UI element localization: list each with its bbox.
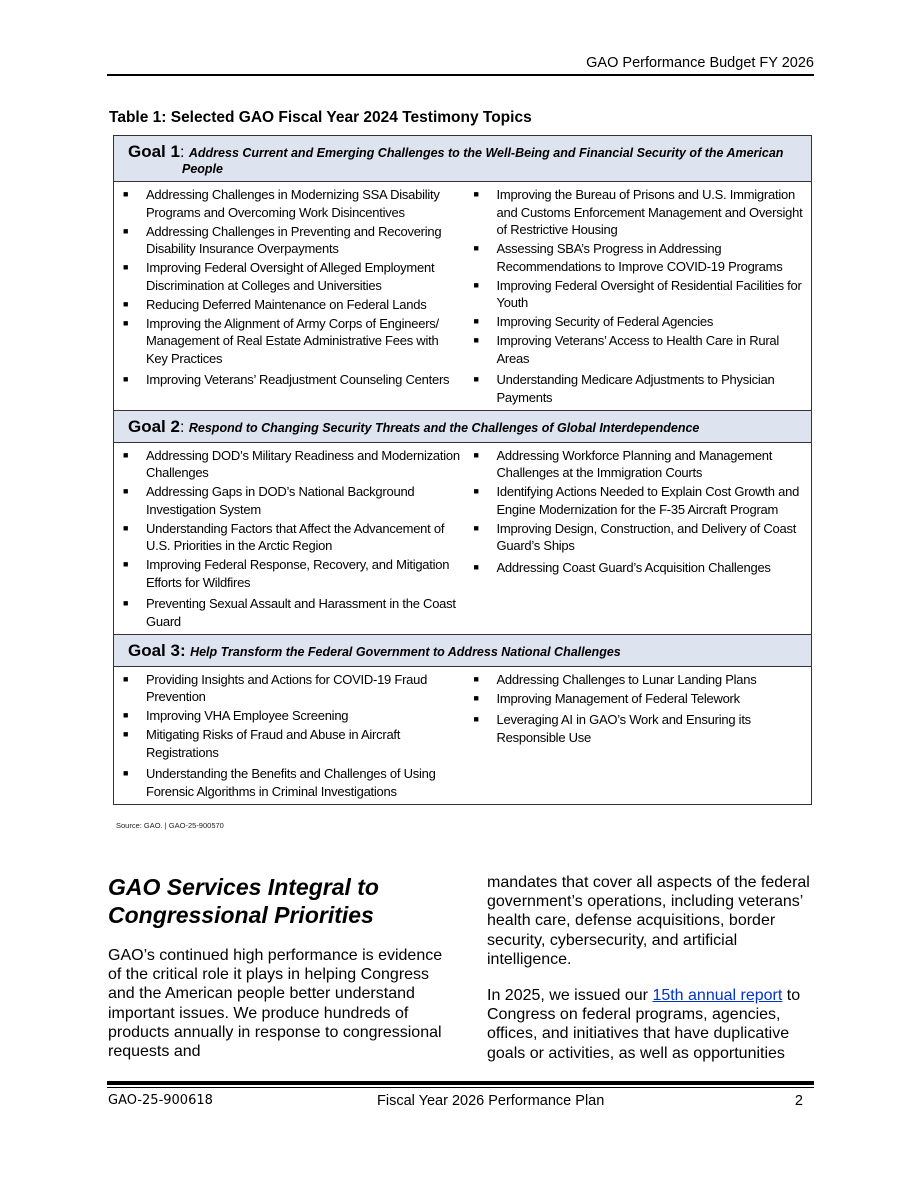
goal-3-body bbox=[114, 667, 811, 804]
bullet-icon: ■ bbox=[123, 449, 129, 460]
paragraph-text-before-link: In 2025, we issued our bbox=[487, 987, 653, 1004]
body-paragraph-right-1: mandates that cover all aspects of the federal government’s operations, including veterans’ health care, defense acquisitions, border security, cybersecurity, and artificial intelligence. bbox=[487, 874, 810, 968]
bullet-icon: ■ bbox=[123, 486, 129, 496]
goal-2-right-list bbox=[471, 447, 808, 577]
list-item: ■ Identifying Actions Needed to Explain Cost Growth and Engine Modernization for the F-35 Aircraft Program bbox=[473, 484, 800, 517]
list-item: ■ Improving Federal Response, Recovery, and Mitigation Efforts for Wildfires bbox=[123, 557, 450, 590]
page-number: 2 bbox=[794, 1093, 803, 1109]
bullet-icon: ■ bbox=[123, 189, 129, 199]
goal-2-body bbox=[114, 443, 811, 634]
bullet-icon: ■ bbox=[123, 225, 129, 236]
bullet-icon: ■ bbox=[123, 729, 129, 739]
goal-1-separator: : bbox=[179, 144, 185, 161]
list-item: ■ Addressing Challenges in Modernizing SSA Disability Programs and Overcoming Work Disincentives bbox=[123, 187, 440, 220]
annual-report-link[interactable]: 15th annual report bbox=[652, 987, 783, 1004]
paragraph-text-after-link: to Congress on federal programs, agencies, offices, and initiatives that have duplicative goals or activities, as well as opportunities bbox=[487, 987, 801, 1062]
goal-2-left-column bbox=[114, 447, 463, 632]
list-item: ■ Improving Management of Federal Telework bbox=[473, 690, 740, 706]
footer-rule-thin bbox=[107, 1087, 814, 1088]
running-header bbox=[107, 54, 814, 76]
list-item: ■ Improving VHA Employee Screening bbox=[123, 708, 349, 723]
list-item: ■ Improving Veterans’ Access to Health Care in Rural Areas bbox=[473, 333, 780, 366]
goal-3-left-list bbox=[120, 671, 461, 801]
bullet-icon: ■ bbox=[473, 449, 479, 460]
goal-1-header bbox=[114, 136, 811, 182]
table-caption: Table 1: Selected GAO Fiscal Year 2024 Testimony Topics bbox=[109, 109, 532, 126]
table-source: Source: GAO. | GAO-25-900570 bbox=[116, 821, 224, 830]
goal-1-title: Address Current and Emerging Challenges to the Well-Being and Financial Security of the American bbox=[188, 146, 784, 160]
goal-1-title-cont: People bbox=[182, 162, 223, 176]
list-item: ■ Addressing Coast Guard’s Acquisition Challenges bbox=[473, 559, 771, 575]
section-title: GAO Services Integral to Congressional Priorities bbox=[108, 874, 379, 928]
goal-1-right-list bbox=[471, 186, 808, 406]
goal-3-right-list bbox=[471, 671, 808, 747]
footer-title: Fiscal Year 2026 Performance Plan bbox=[377, 1093, 605, 1109]
bullet-icon: ■ bbox=[473, 279, 479, 290]
goal-3-right-column bbox=[463, 671, 812, 802]
bullet-icon: ■ bbox=[123, 317, 129, 328]
bullet-icon: ■ bbox=[123, 374, 129, 384]
goal-3-title: Help Transform the Federal Government to Address National Challenges bbox=[190, 644, 621, 659]
bullet-icon: ■ bbox=[123, 768, 129, 778]
goal-2-header bbox=[114, 410, 811, 443]
bullet-icon: ■ bbox=[473, 522, 479, 533]
goal-3-header bbox=[114, 634, 811, 667]
running-header-title: GAO Performance Budget FY 2026 bbox=[586, 55, 814, 71]
list-item: ■ Addressing Workforce Planning and Management Challenges at the Immigration Courts bbox=[473, 447, 773, 480]
bullet-icon: ■ bbox=[123, 559, 129, 569]
bullet-icon: ■ bbox=[473, 692, 479, 703]
bullet-icon: ■ bbox=[473, 335, 479, 345]
list-item: ■ Providing Insights and Actions for COVID-19 Fraud Prevention bbox=[123, 671, 428, 704]
testimony-topics-table bbox=[113, 135, 812, 805]
bullet-icon: ■ bbox=[123, 598, 129, 608]
goal-1-right-column bbox=[463, 186, 812, 408]
list-item: ■ Addressing Challenges in Preventing and Recovering Disability Insurance Overpayments bbox=[123, 223, 442, 256]
bullet-icon: ■ bbox=[473, 673, 479, 684]
list-item: ■ Preventing Sexual Assault and Harassment in the Coast Guard bbox=[123, 596, 456, 629]
list-item: ■ Assessing SBA’s Progress in Addressing Recommendations to Improve COVID-19 Programs bbox=[473, 241, 783, 274]
list-item: ■ Understanding Factors that Affect the Advancement of U.S. Priorities in the Arctic Region bbox=[123, 520, 445, 553]
footer-rule-thick bbox=[107, 1081, 814, 1085]
list-item: ■ Improving Design, Construction, and Delivery of Coast Guard’s Ships bbox=[473, 520, 797, 553]
goal-3-label: Goal 3: bbox=[128, 640, 186, 660]
list-item: ■ Understanding the Benefits and Challenges of Using Forensic Algorithms in Criminal Investigations bbox=[123, 766, 436, 799]
goal-2-title: Respond to Changing Security Threats and the Challenges of Global Interdependence bbox=[188, 420, 700, 435]
goal-1-left-column bbox=[114, 186, 463, 408]
goal-2-left-list bbox=[120, 447, 461, 631]
list-item: ■ Improving Security of Federal Agencies bbox=[473, 314, 714, 329]
list-item: ■ Improving the Bureau of Prisons and U.S. Immigration and Customs Enforcement Management and Oversight of Restrictive Housing bbox=[473, 187, 803, 237]
list-item: ■ Improving Federal Oversight of Residential Facilities for Youth bbox=[473, 277, 802, 310]
list-item: ■ Addressing Challenges to Lunar Landing Plans bbox=[473, 671, 757, 687]
bullet-icon: ■ bbox=[123, 298, 129, 309]
list-item: ■ Understanding Medicare Adjustments to Physician Payments bbox=[473, 372, 775, 405]
goal-1-label: Goal 1 bbox=[128, 142, 180, 161]
bullet-icon: ■ bbox=[473, 561, 479, 572]
goal-2-right-column bbox=[463, 447, 812, 632]
goal-2-label: Goal 2 bbox=[128, 416, 180, 436]
bullet-icon: ■ bbox=[473, 316, 479, 326]
body-paragraph-left: GAO’s continued high performance is evidence of the critical role it plays in helping Congress and the American people better understand important issues. We produce hundreds of products annually in response to congressional requests and bbox=[108, 947, 443, 1061]
goal-1-left-list bbox=[120, 186, 461, 389]
footer-report-number: GAO-25-900618 bbox=[108, 1093, 213, 1108]
goal-2-separator: : bbox=[179, 418, 185, 436]
bullet-icon: ■ bbox=[123, 262, 129, 272]
list-item: ■ Improving Veterans’ Readjustment Counseling Centers bbox=[123, 372, 450, 387]
list-item: ■ Improving Federal Oversight of Alleged Employment Discrimination at Colleges and Universities bbox=[123, 260, 435, 293]
list-item: ■ Leveraging AI in GAO’s Work and Ensuring its Responsible Use bbox=[473, 712, 751, 745]
bullet-icon: ■ bbox=[473, 189, 479, 199]
body-paragraph-right-2 bbox=[487, 986, 817, 1063]
list-item: ■ Improving the Alignment of Army Corps of Engineers/ Management of Real Estate Administrative Fees with Key Practices bbox=[123, 315, 439, 366]
bullet-icon: ■ bbox=[473, 374, 479, 384]
list-item: ■ Mitigating Risks of Fraud and Abuse in Aircraft Registrations bbox=[123, 727, 401, 760]
bullet-icon: ■ bbox=[123, 673, 129, 684]
list-item: ■ Addressing DOD’s Military Readiness and Modernization Challenges bbox=[123, 447, 460, 480]
goal-3-left-column bbox=[114, 671, 463, 802]
list-item: ■ Reducing Deferred Maintenance on Federal Lands bbox=[123, 296, 427, 312]
bullet-icon: ■ bbox=[473, 486, 479, 496]
bullet-icon: ■ bbox=[123, 710, 129, 720]
goal-1-body bbox=[114, 182, 811, 410]
bullet-icon: ■ bbox=[473, 243, 479, 253]
list-item: ■ Addressing Gaps in DOD’s National Background Investigation System bbox=[123, 484, 415, 517]
bullet-icon: ■ bbox=[123, 522, 129, 533]
bullet-icon: ■ bbox=[473, 714, 479, 724]
